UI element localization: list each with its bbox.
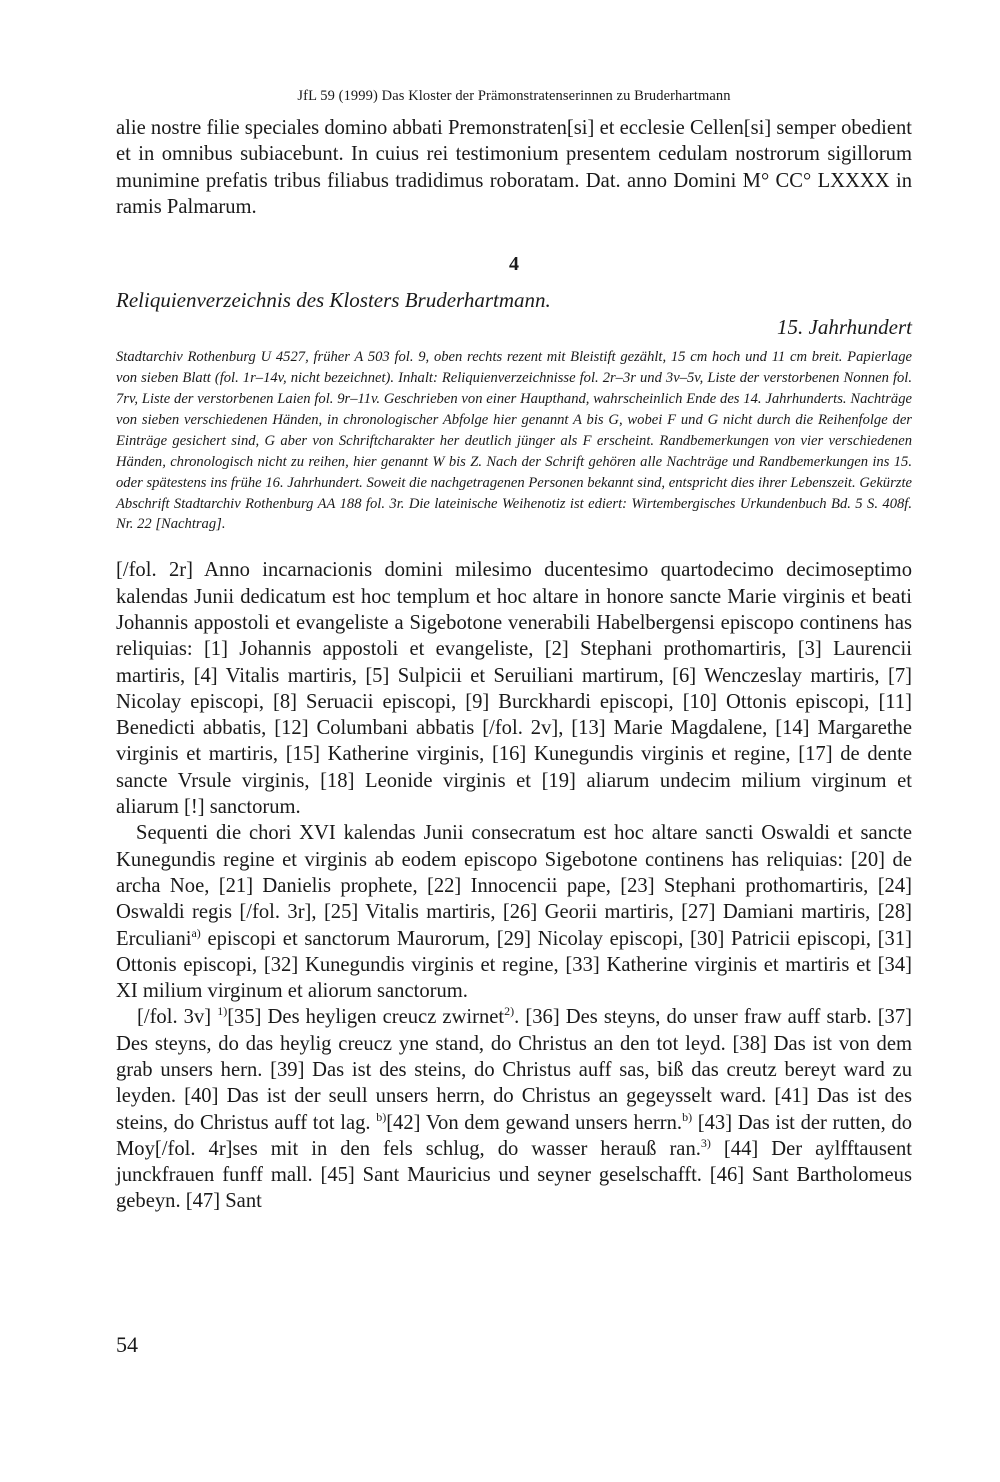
paragraph-text: . [36] Des steyns, do unser fraw auff starb. [37] Des steyns, do das heylig creucz yne stand, do Christus an den tot leyd. [38] Das ist von dem grab unsers hern. [39] Das ist des steins, do Christus auff sas, biß das creutz bereyt ward zu leyden. [40] Das ist der seull unsers herrn, do Christus an gegeysselt ward. [41] Das ist des steins, do Christus auff tot lag. xyxy=(116,1006,913,1134)
paragraph-text: episcopi et sanctorum Maurorum, [29] Nicolay episcopi, [30] Patricii episcopi, [31] Ottonis episcopi, [32] Kunegundis virginis et regine, [33] Katherine virginis et martiris et [34] XI milium virginum et aliorum sanctorum. xyxy=(116,927,912,1003)
paragraph-text: [42] Von dem gewand unsers herrn. xyxy=(386,1111,683,1134)
footnote-marker: 2) xyxy=(504,1004,515,1019)
source-note: Stadtarchiv Rothenburg U 4527, früher A 503 fol. 9, oben rechts rezent mit Bleistift gezählt, 15 cm hoch und 11 cm breit. Papierlage von sieben Blatt (fol. 1r–14v, nicht bezeichnet). Inhalt: Reliquienverzeichnisse fol. 2r–3r und 3v–5v, Liste der verstorbenen Nonnen fol. 7rv, Liste der verstorbenen Laien fol. 9r–11v. Geschrieben von einer Haupthand, wahrscheinlich Ende des 14. Jahrhunderts. Nachträge von sieben verschiedenen Händen, in chronologischer Abfolge hier genannt A bis G, wobei F und G nicht durch die Reihenfolge der Einträge gesichert sind, G aber von Schriftcharakter her deutlich jünger als F erscheint. Randbemerkungen von vier verschiedenen Händen, chronologisch nicht zu reihen, hier genannt W bis Z. Nach der Schrift gehören alle Nachträge und Randbemerkungen ins 15. oder spätestens ins frühe 16. Jahrhundert. Soweit die nachgetragenen Personen bekannt sind, entspricht dies ihrer Lebenszeit. Gekürzte Abschrift Stadtarchiv Rothenburg AA 188 fol. 3r. Die lateinische Weihenotiz ist ediert: Wirtembergisches Urkundenbuch Bd. 5 S. 408f. Nr. 22 [Nachtrag]. xyxy=(116,349,912,533)
footnote-marker: b) xyxy=(376,1109,387,1124)
document-date: 15. Jahrhundert xyxy=(777,315,912,340)
paragraph-altar-dedication: [/fol. 2r] Anno incarnacionis domini milesimo ducentesimo quartodecimo decimoseptimo kalendas Junii dedicatum est hoc templum et hoc altare in honore sancte Marie virginis et beati Johannis appostoli et evangeliste a Sigebotone venerabili Habelbergensi episcopo continens has reliquias: [1] Johannis appostoli et evangeliste, [2] Stephani prothomartiris, [3] Laurencii martiris, [4] Vitalis martiris, [5] Sulpicii et Seruiliani martirum, [6] Wenczeslay martiris, [7] Nicolay episcopi, [8] Seruacii episcopi, [9] Burckhardi episcopi, [10] Ottonis episcopi, [11] Benedicti abbatis, [12] Columbani abbatis [/fol. 2v], [13] Marie Magdalene, [14] Margarethe virginis et martiris, [15] Katherine virginis, [16] Kunegundis virginis et regine, [17] de dente sancte Vrsule virginis, [18] Leonide virginis et [19] aliarum undecim milium virginum et aliarum [!] sanctorum. xyxy=(116,559,912,819)
paragraph-german-relics xyxy=(116,1004,912,1214)
paragraph-text: [44] Der aylfftausent junckfrauen funff mall. [45] Sant Mauricius und seyner geselschafft. [46] Sant Bartholomeus gebeyn. [47] Sant xyxy=(116,1137,912,1213)
paragraph-text: [43] Das ist der rutten, do Moy[/fol. 4r]ses mit in den fels schlug, do wasser herauß ran. xyxy=(116,1111,912,1160)
page-number: 54 xyxy=(116,1332,138,1357)
page-content xyxy=(116,88,912,1215)
paragraph-text: [35] Des heyligen creucz zwirnet xyxy=(227,1006,505,1029)
document-number: 4 xyxy=(509,253,519,276)
carryover-paragraph: alie nostre filie speciales domino abbati Premonstraten[si] et ecclesie Cellen[si] semper obedient et in omnibus subiacebunt. In cuius rei testimonium presentem cedulam nostrorum sigillorum munimine prefatis tribus filiabus tradidimus roboratam. Dat. anno Domini M° CC° LXXXX in ramis Palmarum. xyxy=(116,117,912,218)
paragraph-text: [/fol. 3v] xyxy=(137,1006,218,1029)
footnote-marker: 3) xyxy=(700,1136,711,1151)
document-title: Reliquienverzeichnis des Klosters Bruderhartmann. xyxy=(116,288,551,313)
paragraph-text: Sequenti die chori XVI kalendas Junii consecratum est hoc altare sancti Oswaldi et sancte Kunegundis regine et virginis ab eodem episcopo Sigebotone continens has reliquias: [20] de archa Noe, [21] Danielis prophete, [22] Innocencii pape, [23] Stephani prothomartiris, [24] Oswaldi regis [/fol. 3r], [25] Vitalis martiris, [26] Georii martiris, [27] Damiani martiris, [28] Erculiani xyxy=(116,822,912,950)
paragraph-oswald-altar xyxy=(116,820,912,1004)
footnote-marker: b) xyxy=(682,1109,693,1124)
running-head: JfL 59 (1999) Das Kloster der Prämonstratenserinnen zu Bruderhartmann xyxy=(297,88,731,104)
footnote-marker: a) xyxy=(191,925,201,940)
footnote-marker: 1) xyxy=(217,1004,228,1019)
